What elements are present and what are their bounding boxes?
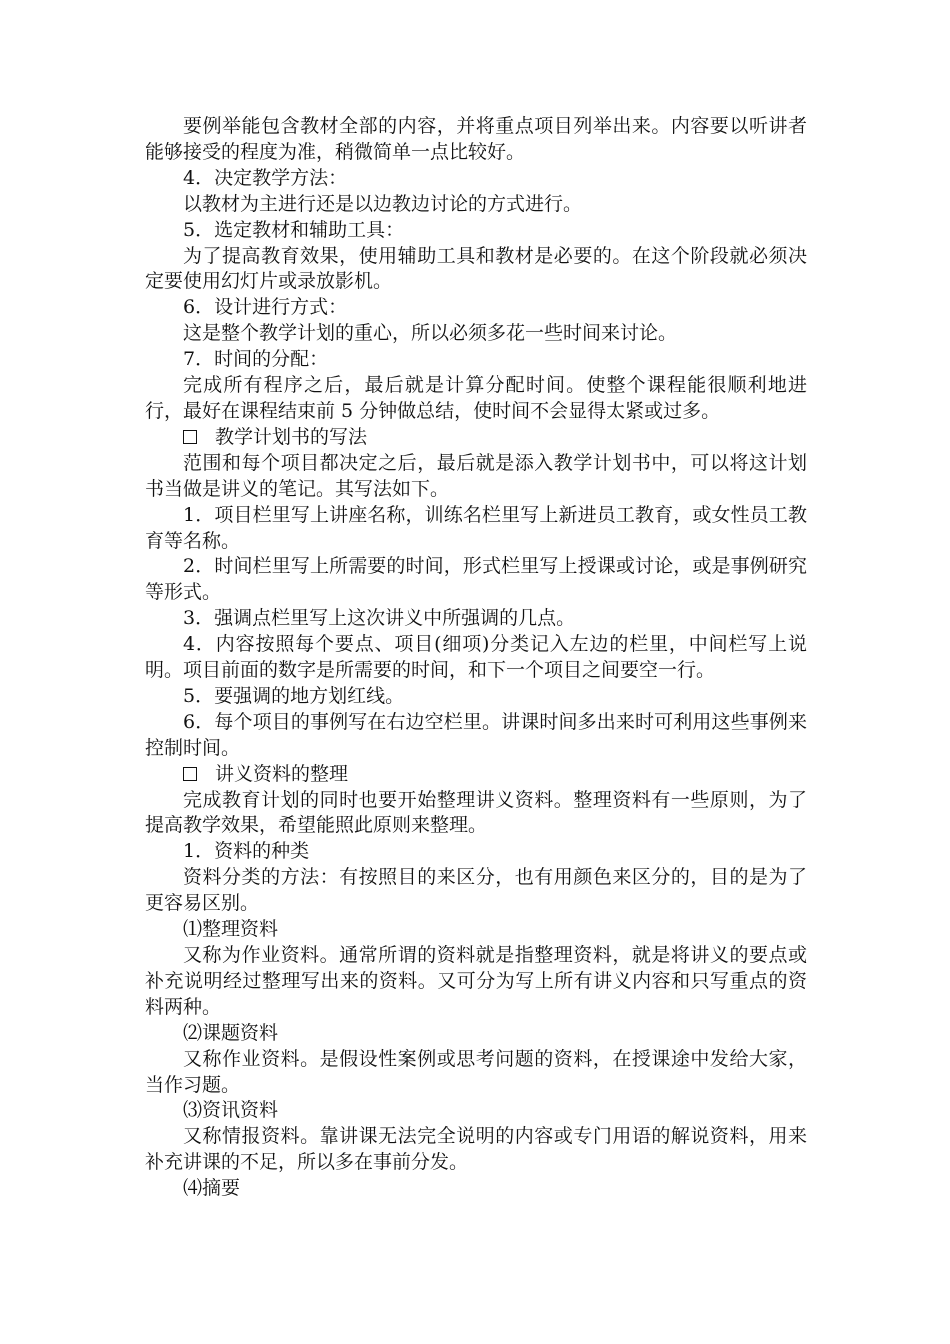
section-title: 教学计划书的写法	[215, 425, 368, 448]
list-heading: 6．设计进行方式：	[183, 296, 348, 319]
sub-heading: ⑴整理资料	[183, 918, 279, 941]
paragraph: 范围和每个项目都决定之后，最后就是添入教学计划书中，可以将这计划书当做是讲义的笔记。其写法如下。	[145, 451, 807, 500]
paragraph: 又称作业资料。是假设性案例或思考问题的资料，在授课途中发给大家，当作习题。	[145, 1047, 807, 1096]
section-heading	[145, 762, 807, 788]
paragraph: 又称情报资料。靠讲课无法完全说明的内容或专门用语的解说资料，用来补充讲课的不足，所以多在事前分发。	[145, 1125, 807, 1174]
list-item: 4．内容按照每个要点、项目(细项)分类记入左边的栏里，中间栏写上说明。项目前面的数字是所需要的时间，和下一个项目之间要空一行。	[145, 633, 807, 682]
list-heading: 4．决定教学方法：	[183, 166, 348, 189]
paragraph: 又称为作业资料。通常所谓的资料就是指整理资料，就是将讲义的要点或补充说明经过整理写出来的资料。又可分为写上所有讲义内容和只写重点的资料两种。	[145, 944, 807, 1018]
list-item: 6．每个项目的事例写在右边空栏里。讲课时间多出来时可利用这些事例来控制时间。	[145, 710, 807, 759]
section-title: 讲义资料的整理	[215, 762, 349, 785]
paragraph: 资料分类的方法：有按照目的来区分，也有用颜色来区分的，目的是为了更容易区别。	[145, 866, 807, 915]
sub-heading: ⑶资讯资料	[183, 1099, 279, 1122]
checkbox-square-icon	[183, 767, 197, 781]
list-item: 5．要强调的地方划红线。	[183, 684, 405, 707]
sub-heading: ⑷摘要	[183, 1177, 241, 1200]
list-heading: 1．资料的种类	[183, 840, 310, 863]
paragraph: 完成教育计划的同时也要开始整理讲义资料。整理资料有一些原则，为了提高教学效果，希望能照此原则来整理。	[145, 788, 807, 837]
sub-heading: ⑵课题资料	[183, 1021, 279, 1044]
list-item: 2．时间栏里写上所需要的时间，形式栏里写上授课或讨论，或是事例研究等形式。	[145, 555, 807, 604]
paragraph: 这是整个教学计划的重心，所以必须多花一些时间来讨论。	[183, 322, 678, 345]
list-heading: 5．选定教材和辅助工具：	[183, 218, 405, 241]
list-item: 3．强调点栏里写上这次讲义中所强调的几点。	[183, 607, 576, 630]
checkbox-square-icon	[183, 430, 197, 444]
section-heading	[145, 425, 807, 451]
document-page	[145, 114, 807, 1202]
paragraph: 要例举能包含教材全部的内容，并将重点项目列举出来。内容要以听讲者能够接受的程度为准，稍微简单一点比较好。	[145, 115, 807, 163]
paragraph: 以教材为主进行还是以边教边讨论的方式进行。	[183, 192, 583, 215]
list-heading: 7．时间的分配：	[183, 348, 329, 371]
list-item: 1．项目栏里写上讲座名称，训练名栏里写上新进员工教育，或女性员工教育等名称。	[145, 503, 807, 552]
paragraph: 为了提高教育效果，使用辅助工具和教材是必要的。在这个阶段就必须决定要使用幻灯片或录放影机。	[145, 244, 807, 293]
paragraph: 完成所有程序之后，最后就是计算分配时间。使整个课程能很顺利地进行，最好在课程结束前 5 分钟做总结，使时间不会显得太紧或过多。	[145, 374, 807, 422]
